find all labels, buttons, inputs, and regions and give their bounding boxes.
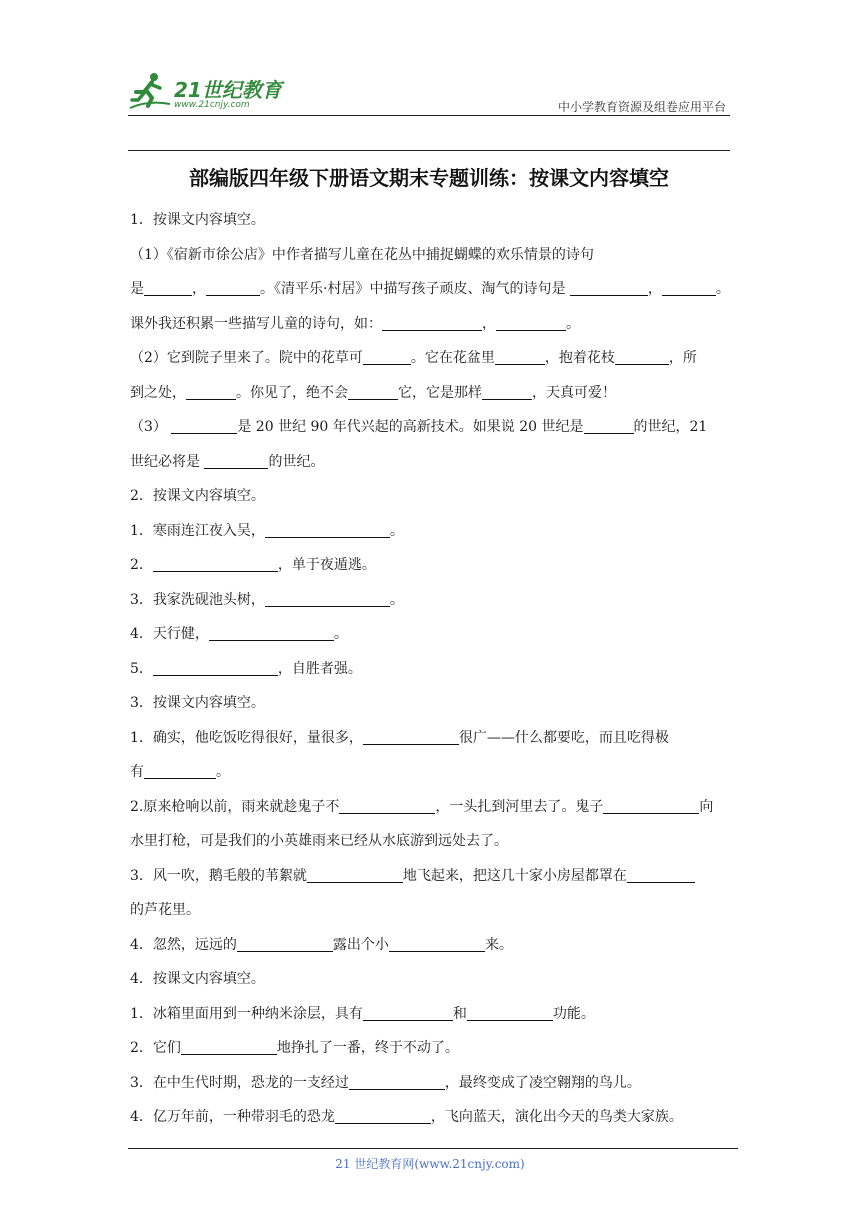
exercise-line (130, 893, 730, 928)
line-text: 4．忽然，远远的 (130, 936, 237, 953)
exercise-line (130, 341, 730, 376)
answer-blank[interactable] (495, 349, 545, 365)
answer-blank[interactable] (181, 1039, 277, 1055)
answer-blank[interactable] (144, 763, 216, 779)
answer-blank[interactable] (570, 280, 648, 296)
answer-blank[interactable] (348, 384, 398, 400)
line-text: 的世纪。 (268, 453, 325, 470)
answer-blank[interactable] (265, 522, 390, 538)
exercise-line (130, 1031, 730, 1066)
exercise-line (130, 859, 730, 894)
line-text: 。 (389, 591, 404, 608)
line-text: （1）《宿新市徐公店》中作者描写儿童在花丛中捕捉蝴蝶的欢乐情景的诗句 (130, 246, 594, 263)
line-text: 有 (130, 764, 144, 780)
answer-blank[interactable] (237, 936, 333, 952)
page-title: 部编版四年级下册语文期末专题训练：按课文内容填空 (189, 166, 669, 190)
exercise-line (130, 997, 730, 1032)
logo (128, 66, 298, 116)
line-text: 。 (333, 626, 348, 642)
line-text: 2． (130, 557, 153, 573)
line-text: ，最终变成了凌空翱翔的鸟儿。 (444, 1074, 641, 1091)
line-text: 1．寒雨连江夜入吴， (130, 522, 265, 539)
line-text: 4．亿万年前，一种带羽毛的恐龙 (130, 1109, 335, 1125)
exercise-line (130, 238, 730, 273)
line-text: 。 (389, 522, 404, 539)
exercise-line (130, 272, 730, 307)
answer-blank[interactable] (339, 798, 435, 814)
answer-blank[interactable] (615, 349, 669, 365)
exercise-line (130, 652, 730, 687)
answer-blank[interactable] (349, 1074, 445, 1090)
line-text: 3．我家洗砚池头树， (130, 591, 265, 608)
header-divider (128, 115, 730, 116)
answer-blank[interactable] (153, 660, 278, 676)
runner-logo-icon (128, 70, 172, 110)
line-text: 它，它是那样 (398, 384, 482, 401)
answer-blank[interactable] (363, 729, 459, 745)
answer-blank[interactable] (335, 1108, 431, 1124)
line-text: 3．按课文内容填空。 (130, 695, 265, 711)
answer-blank[interactable] (206, 280, 260, 296)
answer-blank[interactable] (363, 1005, 453, 1021)
exercise-line (130, 962, 730, 997)
line-text: 4．天行健， (130, 626, 209, 642)
platform-label: 中小学教育资源及组卷应用平台 (557, 100, 726, 114)
line-text: 。 (216, 764, 230, 780)
answer-blank[interactable] (204, 453, 268, 469)
line-text: 3．风一吹，鹅毛般的苇絮就 (130, 867, 307, 884)
line-text: 2．它们 (130, 1040, 181, 1056)
exercise-content (130, 203, 730, 1135)
answer-blank[interactable] (209, 625, 334, 641)
line-text: 5． (130, 660, 153, 677)
line-text: ，一头扎到河里去了。鬼子 (435, 798, 604, 815)
line-text: 1．确实，他吃饭吃得很好，量很多， (130, 729, 363, 746)
line-text: 向 (699, 798, 714, 815)
line-text: 课外我还积累一些描写儿童的诗句，如： (130, 315, 382, 332)
answer-blank[interactable] (584, 418, 634, 434)
line-text: 。 (715, 281, 730, 297)
line-text: ，天真可爱！ (532, 384, 616, 401)
answer-blank[interactable] (363, 349, 411, 365)
answer-blank[interactable] (662, 280, 716, 296)
exercise-line (130, 1100, 730, 1135)
line-text: 和 (452, 1005, 467, 1022)
logo-text: 21世纪教育 (174, 78, 282, 102)
exercise-line (130, 721, 730, 756)
exercise-line (130, 548, 730, 583)
exercise-line (130, 376, 730, 411)
exercise-line (130, 307, 730, 342)
answer-blank[interactable] (603, 798, 699, 814)
line-text: （2）它到院子里来了。院中的花草可 (130, 350, 363, 366)
answer-blank[interactable] (171, 418, 237, 434)
exercise-line (130, 617, 730, 652)
line-text: 。它在花盆里 (410, 350, 495, 366)
line-text: 地飞起来，把这几十家小房屋都罩在 (402, 867, 627, 884)
answer-blank[interactable] (467, 1005, 553, 1021)
answer-blank[interactable] (144, 280, 192, 296)
answer-blank[interactable] (627, 867, 695, 883)
footer-divider (128, 1148, 738, 1149)
line-text: 水里打枪，可是我们的小英雄雨来已经从水底游到远处去了。 (130, 833, 508, 849)
line-text: ，所 (668, 350, 697, 366)
line-text: ，抱着花枝 (544, 350, 615, 366)
line-text: 2．按课文内容填空。 (130, 488, 265, 504)
exercise-line (130, 410, 730, 445)
line-text: ， (192, 281, 206, 297)
answer-blank[interactable] (382, 315, 482, 331)
exercise-line (130, 1066, 730, 1101)
line-text: ， (482, 315, 496, 332)
line-text: 的世纪，21 (633, 419, 708, 435)
line-text: 地挣扎了一番，终于不动了。 (276, 1040, 459, 1056)
line-text: 到之处， (130, 384, 186, 401)
line-text: 很广——什么都要吃，而且吃得极 (458, 729, 669, 746)
line-text: 露出个小 (332, 936, 389, 953)
line-text: 。 (566, 315, 580, 332)
page-header (128, 66, 730, 116)
line-text: 功能。 (552, 1005, 595, 1022)
exercise-line (130, 583, 730, 618)
line-text: ， (647, 281, 662, 297)
line-text: 2.原来枪响以前，雨来就趁鬼子不 (130, 798, 340, 815)
answer-blank[interactable] (186, 384, 236, 400)
answer-blank[interactable] (482, 384, 532, 400)
footer-text: 21 世纪教育网(www.21cnjy.com) (335, 1157, 525, 1171)
exercise-line (130, 790, 730, 825)
line-text: 。《清平乐·村居》中描写孩子顽皮、淘气的诗句是 (260, 281, 570, 297)
answer-blank[interactable] (153, 556, 278, 572)
line-text: ，自胜者强。 (277, 660, 362, 677)
line-text: 。你见了，绝不会 (236, 384, 348, 401)
answer-blank[interactable] (389, 936, 485, 952)
exercise-line (130, 928, 730, 963)
line-text: 1．按课文内容填空。 (130, 212, 265, 228)
line-text: 世纪必将是 (130, 453, 205, 470)
logo-url: www.21cnjy.com (174, 100, 250, 110)
line-text: （3） (130, 419, 172, 435)
exercise-line (130, 514, 730, 549)
answer-blank[interactable] (265, 591, 390, 607)
line-text: 4．按课文内容填空。 (130, 971, 265, 987)
exercise-line (130, 445, 730, 480)
line-text: 的芦花里。 (130, 902, 200, 918)
exercise-line (130, 824, 730, 859)
line-text: ，单于夜遁逃。 (277, 557, 376, 573)
line-text: 1．冰箱里面用到一种纳米涂层，具有 (130, 1005, 363, 1022)
line-text: ，飞向蓝天，演化出今天的鸟类大家族。 (430, 1109, 683, 1125)
line-text: 是 (130, 281, 144, 297)
exercise-line (130, 203, 730, 238)
answer-blank[interactable] (307, 867, 403, 883)
exercise-line (130, 755, 730, 790)
line-text: 是 20 世纪 90 年代兴起的高新技术。如果说 20 世纪是 (237, 419, 584, 435)
line-text: 3．在中生代时期，恐龙的一支经过 (130, 1074, 349, 1091)
exercise-line (130, 479, 730, 514)
answer-blank[interactable] (496, 315, 566, 331)
exercise-line (130, 686, 730, 721)
line-text: 来。 (484, 936, 513, 953)
title-divider (128, 150, 730, 151)
